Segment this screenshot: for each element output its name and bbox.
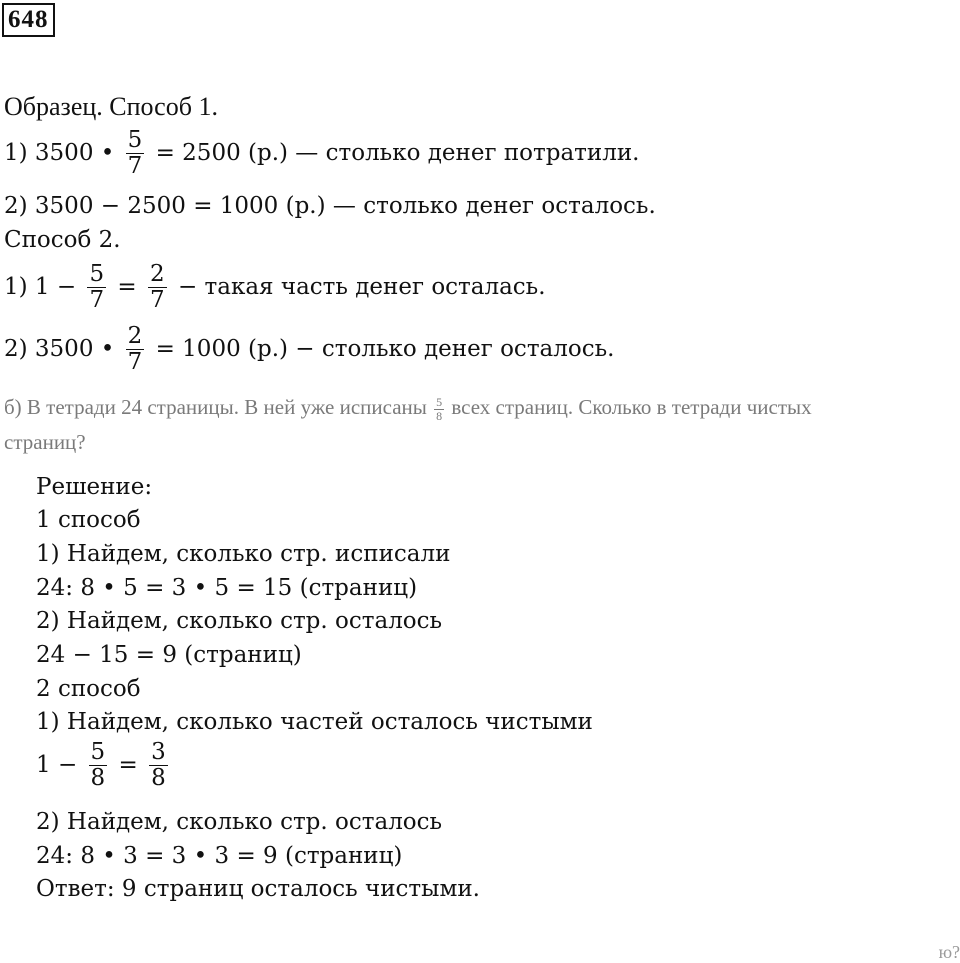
example-step-4 [4, 324, 614, 376]
corner-text: ю? [938, 942, 960, 962]
task-part-2: всех страниц. Сколько в тетради чистых [451, 395, 812, 419]
method-2-step-1: 1) Найдем, сколько частей осталось чистыми [36, 709, 593, 735]
step-1-suffix: = 2500 (р.) — столько денег потратили. [155, 139, 640, 166]
example-step-3 [4, 262, 546, 314]
example-step-1 [4, 128, 639, 180]
answer: Ответ: 9 страниц осталось чистыми. [36, 876, 480, 902]
calc-prefix: 1 − [36, 751, 78, 778]
method-1-calc-2: 24 − 15 = 9 (страниц) [36, 642, 302, 668]
task-part-1: б) В тетради 24 страницы. В ней уже исписаны [4, 395, 427, 419]
denominator: 7 [89, 287, 105, 314]
denominator: 7 [150, 287, 165, 314]
method-2-title: 2 способ [36, 676, 141, 702]
method-1-calc-1: 24: 8 • 5 = 3 • 5 = 15 (страниц) [36, 575, 418, 601]
method-2-calc-1 [36, 740, 172, 792]
problem-number: 648 [2, 3, 55, 37]
denominator: 8 [90, 765, 106, 792]
fraction-2-7 [148, 262, 167, 314]
denominator: 7 [127, 349, 143, 376]
method-2-calc-2: 24: 8 • 3 = 3 • 3 = 9 (страниц) [36, 843, 403, 869]
example-title: Образец. Способ 1. [4, 92, 218, 121]
task-line-2: страниц? [4, 430, 86, 454]
equals-sign: = [117, 273, 137, 300]
denominator: 8 [151, 765, 166, 792]
fraction-2-7 [126, 324, 145, 376]
numerator: 2 [127, 323, 143, 349]
denominator: 7 [127, 153, 143, 180]
numerator: 5 [436, 394, 443, 409]
numerator: 2 [150, 261, 165, 287]
step-1-prefix: 1) 3500 • [4, 139, 115, 166]
numerator: 3 [151, 739, 166, 765]
solution-heading: Решение: [36, 474, 153, 500]
fraction-3-8 [149, 740, 168, 792]
fraction-5-7 [87, 262, 106, 314]
numerator: 5 [89, 261, 105, 287]
fraction-5-7 [126, 128, 145, 180]
method-1-title: 1 способ [36, 507, 141, 533]
equals-sign: = [118, 751, 138, 778]
denominator: 8 [436, 408, 443, 423]
numerator: 5 [90, 739, 106, 765]
step-3-prefix: 1) 1 − [4, 273, 77, 300]
task-line-1 [4, 392, 812, 423]
method-2-title: Способ 2. [4, 227, 121, 253]
fraction-5-8 [434, 396, 444, 423]
step-4-suffix: = 1000 (р.) − столько денег осталось. [155, 335, 615, 362]
step-3-suffix: − такая часть денег осталась. [177, 273, 546, 300]
numerator: 5 [127, 127, 143, 153]
method-1-step-1: 1) Найдем, сколько стр. исписали [36, 541, 451, 567]
example-step-2: 2) 3500 − 2500 = 1000 (р.) — столько денег осталось. [4, 193, 656, 219]
step-4-prefix: 2) 3500 • [4, 335, 115, 362]
fraction-5-8 [89, 740, 108, 792]
method-2-step-2: 2) Найдем, сколько стр. осталось [36, 809, 443, 835]
method-1-step-2: 2) Найдем, сколько стр. осталось [36, 608, 443, 634]
